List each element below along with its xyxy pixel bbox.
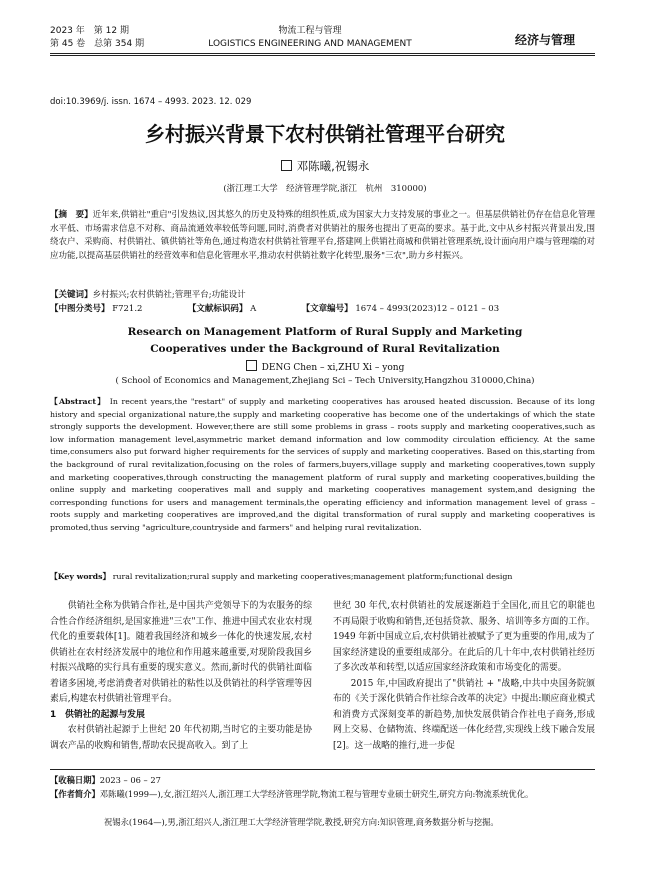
authors-en-text: DENG Chen – xi,ZHU Xi – yong	[261, 363, 405, 373]
section-heading: 1 供销社的起源与发展	[50, 709, 145, 720]
article-no-label: 【文章编号】	[301, 304, 353, 314]
clc-label: 【中图分类号】	[50, 304, 110, 314]
title-en-line-1: Research on Management Platform of Rural Supply and Marketing	[127, 326, 523, 338]
page-title: 乡村振兴背景下农村供销社管理平台研究	[145, 122, 505, 146]
issue-line: 2023 年 第 12 期	[50, 26, 129, 36]
square-icon	[281, 160, 292, 171]
square-icon	[246, 360, 257, 371]
body-paragraph: 农村供销社起源于上世纪 20 年代初期,当时它的主要功能是协调农产品的收购和销售,帮助农民提高收入。到了上	[50, 725, 312, 751]
author-1-bio: 邓陈曦(1999—),女,浙江绍兴人,浙江理工大学经济管理学院,物流工程与管理专业硕士研究生,研究方向:物流系统优化。	[99, 789, 534, 799]
body-paragraph: 2015 年,中国政府提出了"供销社 + "战略,中共中央国务院颁布的《关于深化供销合作社综合改革的决定》中提出:顺应商业模式和消费方式深刻变革的新趋势,加快发展供销合作社电子商务,形成网上交易、仓储物流、终端配送一体化经营,实现线上线下融合发展[2]。这一战略的推行,进一步促	[333, 678, 595, 751]
abstract-cn	[50, 209, 595, 264]
header-rule-2	[50, 55, 595, 56]
author-label: 【作者简介】	[50, 789, 100, 799]
title-en-line-2: Cooperatives under the Background of Rural Revitalization	[150, 343, 500, 355]
article-no-value: 1674 – 4993(2023)12 – 0121 – 03	[355, 304, 500, 314]
keywords-cn	[50, 289, 595, 303]
journal-name-cn: 物流工程与管理	[278, 26, 342, 36]
doc-code-value: A	[250, 304, 257, 314]
body-column-left	[50, 599, 312, 754]
received-label: 【收稿日期】	[50, 775, 100, 785]
abstract-cn-label: 【摘 要】	[50, 210, 93, 220]
authors-cn	[0, 158, 650, 174]
keywords-cn-label: 【关键词】	[50, 290, 93, 300]
keywords-en-label: 【Key words】	[50, 572, 111, 581]
abstract-en-text: In recent years,the "restart" of supply and marketing cooperatives has aroused heated discussion. Because of its long history and special organizational nature,the supply and marketing cooperative has become one of the undertakings of which the state strongly supports the development. However,there are still some problems in grass – roots supply and marketing cooperatives,such as low information management level,asymmetric market demand information and low commodity circulation efficiency. At the same time,consumers also put forward higher requirements for the services of supply and marketing cooperatives. Based on this,starting from the background of rural revitalization,focusing on the roles of farmers,buyers,village supply and marketing cooperatives,town supply and marketing cooperatives,through constructing the management platform of rural supply and marketing cooperatives,building the online supply and marketing cooperatives mall and supply and marketing cooperatives management system,and designing the corresponding functions for users and management terminals,the operating efficiency and information management level of grass – roots supply and marketing cooperatives are improved,and the digital transformation of rural supply and marketing cooperatives is promoted,thus serving "agriculture,countryside and farmers" and helping rural revitalization.	[50, 397, 595, 532]
doi: doi:10.3969/j. issn. 1674 – 4993. 2023. 12. 029	[50, 97, 252, 107]
clc-value: F721.2	[112, 304, 143, 314]
body-paragraph: 世纪 30 年代,农村供销社的发展逐渐趋于全国化,而且它的职能也不再局限于收购和销售,还包括贷款、服务、培训等多方面的工作。1949 年新中国成立后,农村供销社被赋予了更为重要的作用,成为了国家经济建设的重要组成部分。在此后的几十年中,农村供销社经历了多次改革和转型,以适应国家经济政策和市场变化的需要。	[333, 601, 595, 673]
affiliation-cn: (浙江理工大学 经济管理学院,浙江 杭州 310000)	[223, 184, 427, 194]
footnote-rule	[50, 769, 595, 770]
footnote-received	[50, 774, 595, 787]
section-name: 经济与管理	[515, 33, 576, 47]
authors-cn-text: 邓陈曦,祝锡永	[296, 159, 370, 173]
authors-en	[0, 360, 650, 373]
affiliation-en: ( School of Economics and Management,Zhejiang Sci – Tech University,Hangzhou 310000,China)	[115, 376, 535, 386]
journal-name-en: LOGISTICS ENGINEERING AND MANAGEMENT	[208, 39, 412, 49]
body-column-right	[333, 599, 595, 754]
classification-line	[50, 303, 595, 317]
keywords-en	[50, 571, 595, 584]
received-date: 2023 – 06 – 27	[99, 775, 161, 785]
abstract-en-label: 【Abstract】	[50, 397, 107, 406]
keywords-cn-text: 乡村振兴;农村供销社;管理平台;功能设计	[92, 290, 246, 300]
doc-code-label: 【文献标识码】	[187, 304, 248, 314]
abstract-en	[50, 396, 595, 535]
footnote-author-2: 祝锡永(1964—),男,浙江绍兴人,浙江理工大学经济管理学院,教授,研究方向:知识管理,商务数据分析与挖掘。	[104, 817, 499, 827]
footnote-author-1	[50, 788, 595, 801]
abstract-cn-text: 近年来,供销社"重启"引发热议,因其悠久的历史及特殊的组织性质,成为国家大力支持发展的事业之一。但基层供销社仍存在信息化管理水平低、市场需求信息不对称、商品流通效率较低等问题,同时,消费者对供销社的服务也提出了更高的要求。基于此,文中从乡村振兴背景出发,围绕农户、采购商、村供销社、镇供销社等角色,通过构造农村供销社管理平台,搭建网上供销社商城和供销社管理系统,设计面向用户端与管理端的对应功能,以提高基层供销社的经营效率和信息化管理水平,推动农村供销社数字化转型,服务"三农",助力乡村振兴。	[50, 210, 595, 262]
header-rule	[50, 53, 595, 54]
volume-line: 第 45 卷 总第 354 期	[50, 39, 145, 49]
keywords-en-text: rural revitalization;rural supply and marketing cooperatives;management platform;functional design	[112, 572, 513, 581]
body-paragraph: 供销社全称为供销合作社,是中国共产党领导下的为农服务的综合性合作经济组织,是国家推进"三农"工作、推进中国式农业农村现代化的重要载体[1]。随着我国经济和城乡一体化的快速发展,农村供销社在农村经济发展中的地位和作用越来越重要,对现阶段我国乡村振兴战略的实行具有重要的现实意义。然而,新时代的供销社面临着诸多困境,考虑消费者对供销社的粘性以及供销社的科学管理等因素后,构建农村供销社管理平台。	[50, 601, 312, 704]
